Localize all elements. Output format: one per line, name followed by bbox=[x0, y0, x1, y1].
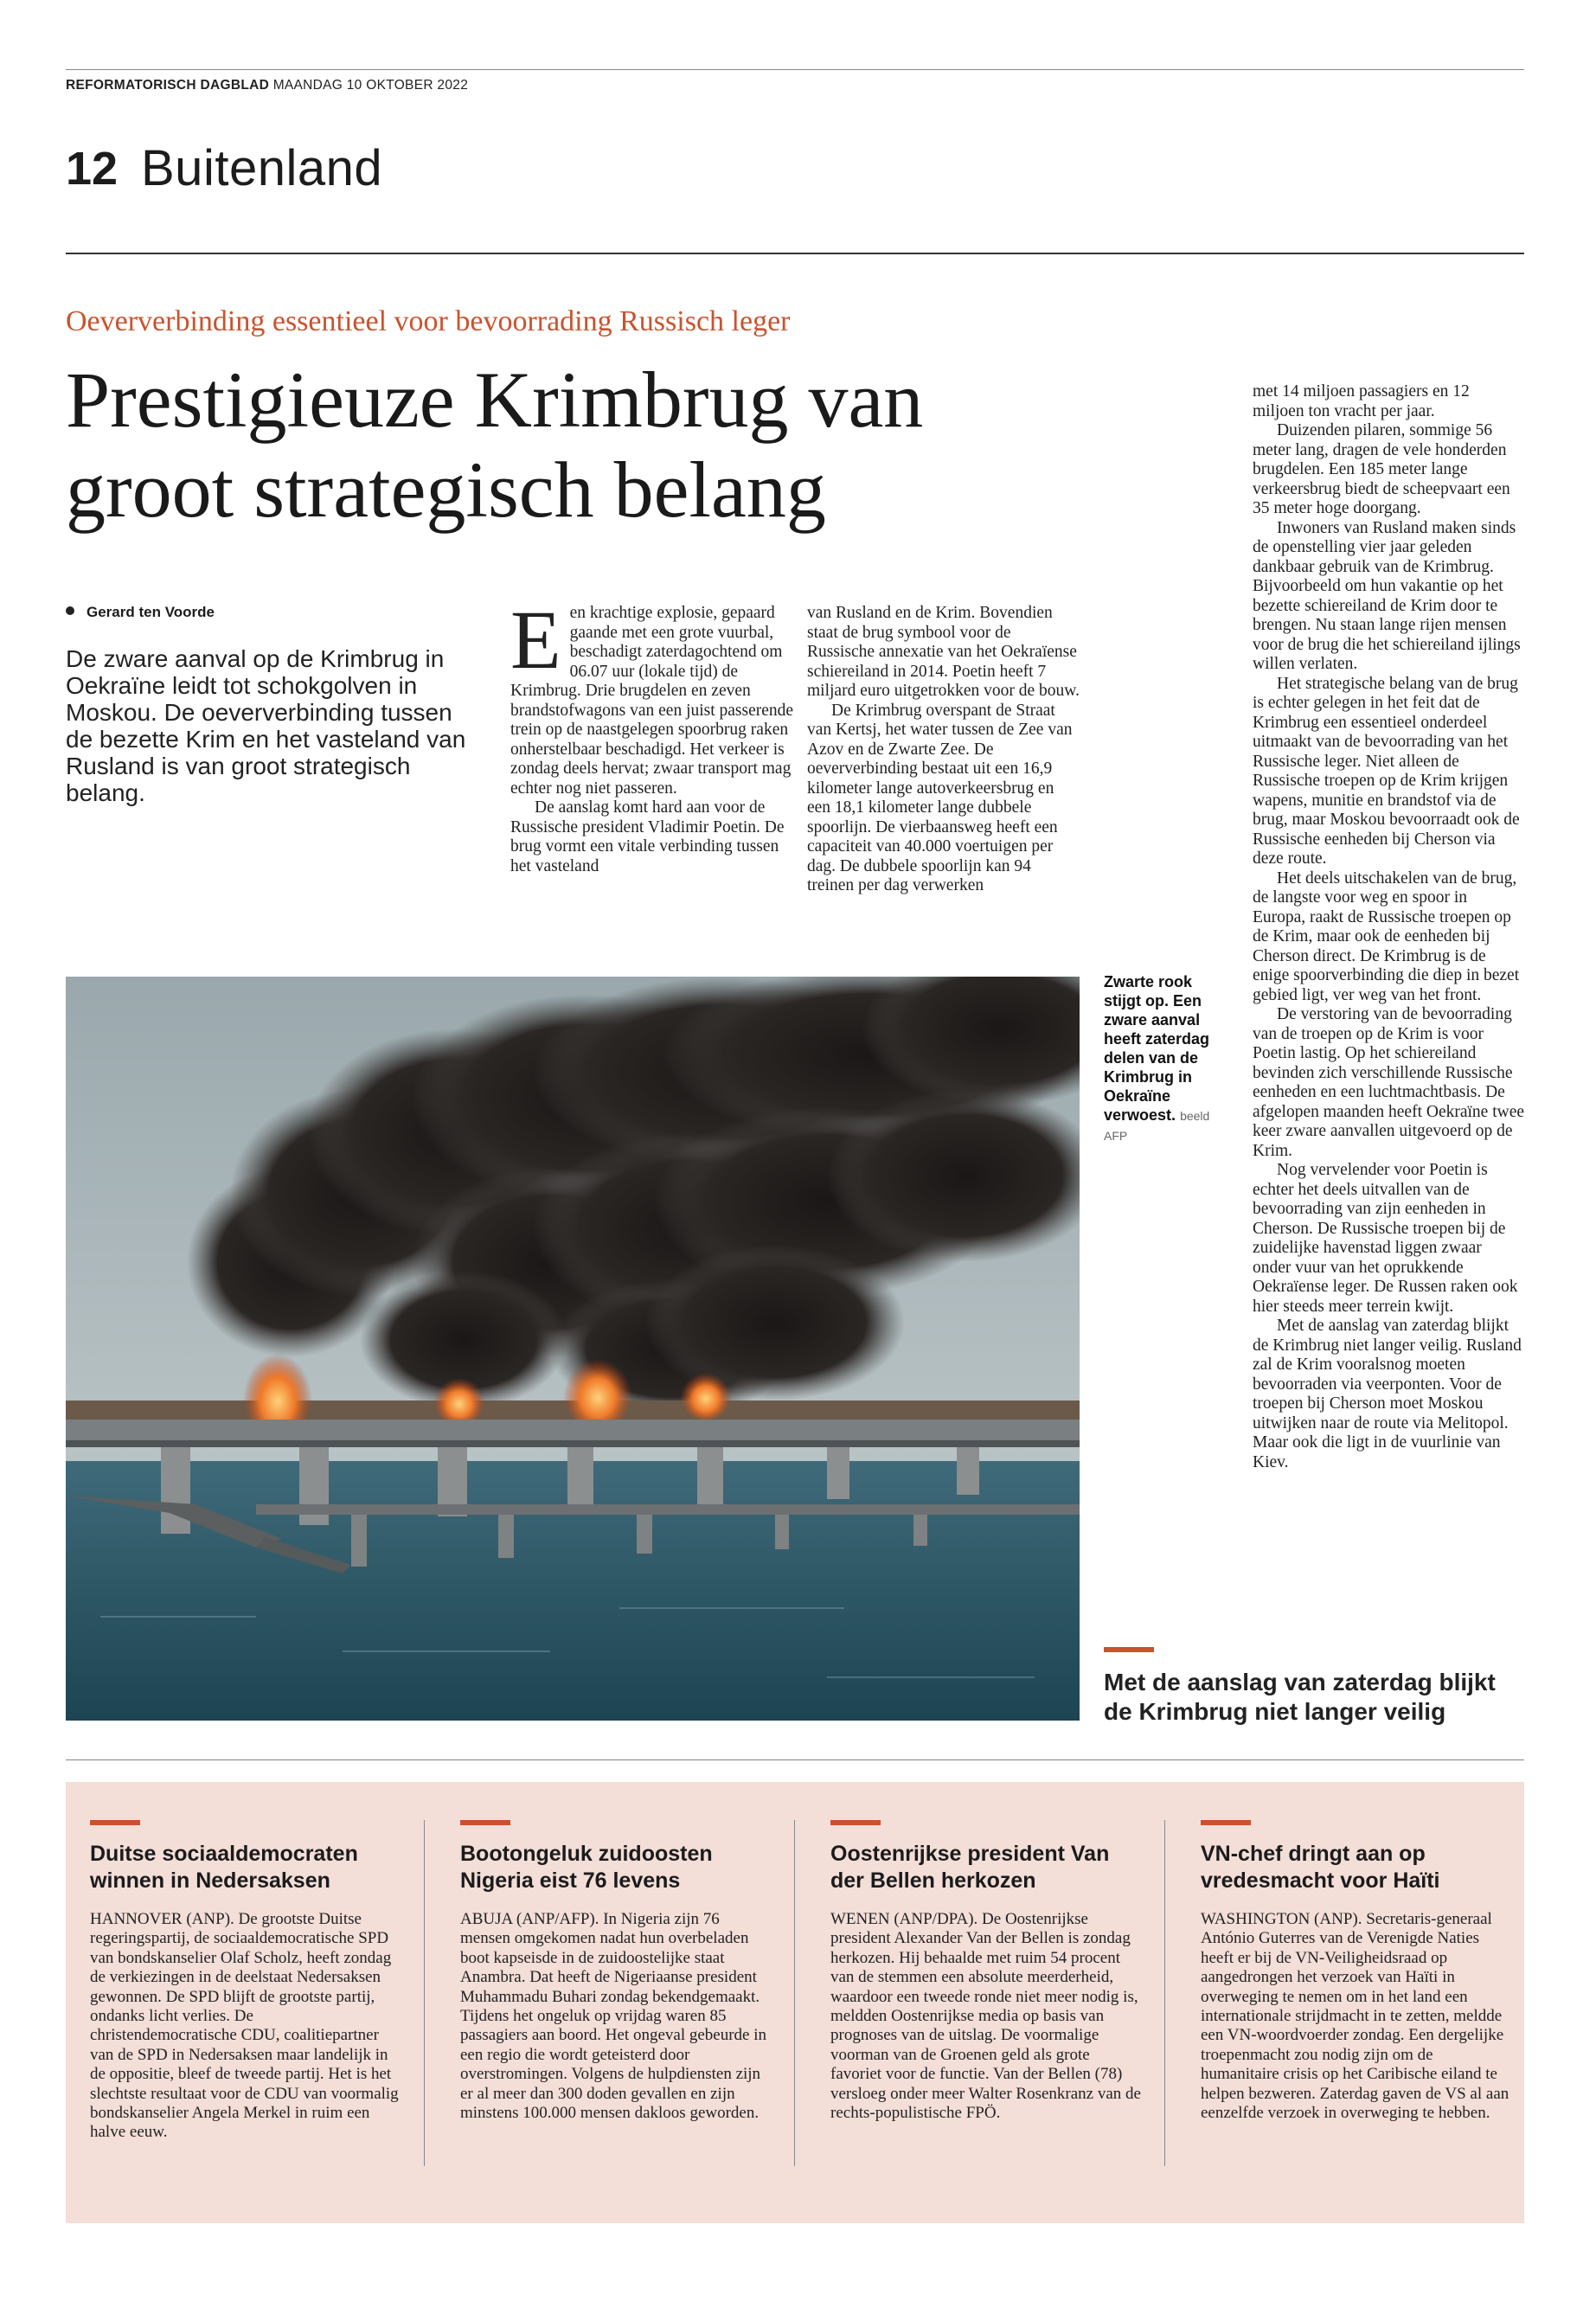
dropcap: E bbox=[510, 593, 561, 686]
author: Gerard ten Voorde bbox=[87, 604, 215, 620]
photo-illustration bbox=[66, 977, 1080, 1721]
pull-quote: Met de aanslag van zaterdag blijkt de Krimbrug niet langer veilig bbox=[1104, 1669, 1496, 1725]
body-paragraph: Nog vervelender voor Poetin is echter het deels uitvallen van de bevoorrading van zijn eenheden in Cherson. De Russische troepen bij de zuidelijke havenstad liggen zwaar onder vuur van het oprukkende Oekraïense leger. De Russen raken ook hier steeds meer terrein kwijt. bbox=[1253, 1161, 1518, 1316]
brief-divider bbox=[1164, 1820, 1165, 2166]
photo-credit: beeld AFP bbox=[1104, 1109, 1210, 1143]
brief-divider bbox=[794, 1820, 795, 2166]
brief-title: Duitse sociaaldemocraten winnen in Nedersaksen bbox=[90, 1842, 358, 1893]
body-paragraph: en krachtige explosie, gepaard gaande met een grote vuurbal, beschadigt zaterdagochtend om 06.07 uur (lokale tijd) de Krimbrug. Drie brugdelen en zeven brandstofwagons van een juist passerende trein op de naastgelegen spoorbrug raken onherstelbaar beschadigd. Het verkeer is zondag deels hervat; zwaar transport mag echter nog niet passeren. bbox=[510, 604, 794, 798]
body-paragraph: De Krimbrug overspant de Straat van Kertsj, het water tussen de Zee van Azov en de Zwarte Zee. De oeververbinding bestaat uit een 16,9 kilometer lange autoverkeersbrug en een 18,1 kilometer lange dubbele spoorlijn. De vierbaansweg heeft een capaciteit van 40.000 voertuigen per dag. De dubbele spoorlijn kan 94 treinen per dag verwerken bbox=[807, 701, 1073, 894]
photo-caption bbox=[1104, 972, 1216, 1145]
body-column-2 bbox=[807, 604, 1080, 896]
brief-accent-bar bbox=[90, 1820, 140, 1825]
top-rule bbox=[66, 69, 1524, 70]
masthead bbox=[66, 78, 468, 93]
brief-text: WENEN (ANP/DPA). De Oostenrijkse president Alexander Van der Bellen is zondag herkozen. Hij behaalde met ruim 54 procent van de stemmen een absolute meerderheid, waardoor een tweede ronde niet meer nodig is, meldden Oostenrijkse media op basis van prognoses van de uitslag. De voormalige voorman van de Groenen geld als grote favoriet voor de functie. Van der Bellen (78) versloeg onder meer Walter Rosenkranz van de rechts-populistische FPÖ. bbox=[830, 1910, 1141, 2123]
intro: De zware aanval op de Krimbrug in Oekraïne leidt tot schokgolven in Moskou. De oeververbinding tussen de bezette Krim en het vasteland van Rusland is van groot strategisch belang. bbox=[66, 645, 466, 806]
kicker: Oeververbinding essentieel voor bevoorrading Russisch leger bbox=[66, 305, 791, 337]
body-column-1 bbox=[510, 593, 796, 876]
brief-item bbox=[1201, 1820, 1512, 2123]
paper-name: REFORMATORISCH DAGBLAD bbox=[66, 78, 270, 93]
section-rule bbox=[66, 253, 1524, 254]
brief-item bbox=[90, 1820, 401, 2143]
quote-accent-bar bbox=[1104, 1647, 1154, 1652]
brief-accent-bar bbox=[830, 1820, 881, 1825]
headline-line-2: groot strategisch belang bbox=[66, 445, 826, 534]
brief-item bbox=[830, 1820, 1142, 2123]
brief-title: Oostenrijkse president Van der Bellen herkozen bbox=[830, 1842, 1110, 1893]
body-paragraph: Duizenden pilaren, sommige 56 meter lang, dragen de vele honderden brugdelen. Een 185 meter lange verkeersbrug biedt de scheepvaart een 35 meter hoge doorgang. bbox=[1253, 421, 1510, 517]
body-paragraph: van Rusland en de Krim. Bovendien staat de brug symbool voor de Russische annexatie van het Oekraïense schiereiland in 2014. Poetin heeft 7 miljard euro uitgetrokken voor de bouw. bbox=[807, 604, 1080, 700]
body-paragraph: Inwoners van Rusland maken sinds de openstelling vier jaar geleden dankbaar gebruik van de Krimbrug. Bijvoorbeeld om hun vakantie op het bezette schiereiland de Krim door te brengen. Nu staan lange rijen mensen voor de brug die het schiereiland ijlings willen verlaten. bbox=[1253, 518, 1521, 673]
news-briefs bbox=[66, 1782, 1524, 2223]
body-paragraph: De verstoring van de bevoorrading van de troepen op de Krim is voor Poetin lastig. Op het schiereiland bevinden zich verschillende Russische eenheden en een luchtmachtbasis. De afgelopen maanden heeft Oekraïne twee keer zware aanvallen uitgevoerd op de Krim. bbox=[1253, 1005, 1524, 1160]
body-paragraph: Het strategische belang van de brug is echter gelegen in het feit dat de Krimbrug een essentieel onderdeel uitmaakt van de bevoorrading van het Russische leger. Niet alleen de Russische troepen op de Krim krijgen wapens, munitie en brandstof via de brug, maar Moskou bevoorraadt ook de Russische eenheden bij Cherson via deze route. bbox=[1253, 674, 1520, 868]
brief-accent-bar bbox=[1201, 1820, 1251, 1825]
body-paragraph: De aanslag komt hard aan voor de Russische president Vladimir Poetin. De brug vormt een vitale verbinding tussen het vasteland bbox=[510, 798, 785, 875]
bridge-photo bbox=[66, 977, 1080, 1721]
brief-item bbox=[460, 1820, 772, 2123]
caption-text: Zwarte rook stijgt op. Een zware aanval heeft zaterdag delen van de Krimbrug in Oekraïne verwoest. bbox=[1104, 973, 1210, 1124]
bullet-icon bbox=[66, 606, 74, 615]
brief-text: ABUJA (ANP/AFP). In Nigeria zijn 76 mensen omgekomen nadat hun overbeladen boot kapseisde in de zuidoostelijke staat Anambra. Dat heeft de Nigeriaanse president Muhammadu Buhari zondag bekendgemaakt. Tijdens het ongeluk op vrijdag waren 85 passagiers aan boord. Het ongeval gebeurde in een regio die wordt geteisterd door overstromingen. Volgens de hulpdiensten zijn er al meer dan 300 doden gevallen en zijn minstens 100.000 mensen dakloos geworden. bbox=[460, 1910, 767, 2123]
page-number: 12 bbox=[66, 143, 119, 195]
body-paragraph: Het deels uitschakelen van de brug, de langste voor weg en spoor in Europa, raakt de Russische troepen op de Krim, maar ook de eenheden bij Cherson direct. De Krimbrug is de enige spoorverbinding die diep in bezet gebied ligt, ver weg van het front. bbox=[1253, 868, 1520, 1004]
body-paragraph: met 14 miljoen passagiers en 12 miljoen ton vracht per jaar. bbox=[1253, 382, 1470, 420]
headline bbox=[66, 355, 1104, 535]
briefs-rule bbox=[66, 1759, 1524, 1760]
byline bbox=[66, 604, 215, 621]
body-paragraph: Met de aanslag van zaterdag blijkt de Krimbrug niet langer veilig. Rusland zal de Krim vooralsnog moeten bevoorraden via veerponten. Voor de troepen bij Cherson moet Moskou uitwijken naar de route via Melitopol. Maar ook die ligt in de vuurlinie van Kiev. bbox=[1253, 1317, 1522, 1471]
issue-date: MAANDAG 10 OKTOBER 2022 bbox=[272, 78, 469, 93]
section-title: Buitenland bbox=[141, 140, 383, 196]
brief-title: VN-chef dringt aan op vredesmacht voor Haïti bbox=[1201, 1842, 1440, 1893]
brief-accent-bar bbox=[460, 1820, 510, 1825]
brief-title: Bootongeluk zuidoosten Nigeria eist 76 levens bbox=[460, 1842, 713, 1893]
brief-divider bbox=[424, 1820, 425, 2166]
brief-text: HANNOVER (ANP). De grootste Duitse regeringspartij, de sociaaldemocratische SPD van bondskanselier Olaf Scholz, heeft zondag de verkiezingen in de deelstaat Nedersaksen gewonnen. De SPD blijft de grootste partij, ondanks licht verlies. De christendemocratische CDU, coalitiepartner van de SPD in Nedersaksen maar landelijk in de oppositie, bleef de tweede partij. Het is het slechtste resultaat voor de CDU van voormalig bondskanselier Angela Merkel in ruim een halve eeuw. bbox=[90, 1910, 399, 2142]
body-column-3 bbox=[1253, 382, 1524, 1472]
headline-line-1: Prestigieuze Krimbrug van bbox=[66, 356, 924, 444]
brief-text: WASHINGTON (ANP). Secretaris-generaal António Guterres van de Verenigde Naties heeft er bij de VN-Veiligheidsraad op aangedrongen het verzoek van Haïti in overweging te nemen om in het land een internationale strijdmacht in te zetten, meldde een VN-woordvoerder zondag. Een dergelijke troepenmacht zou nodig zijn om de humanitaire crisis op het Caribische eiland te helpen bezweren. Zaterdag gaven de VS al aan eenzelfde verzoek in overweging te hebben. bbox=[1201, 1910, 1509, 2123]
